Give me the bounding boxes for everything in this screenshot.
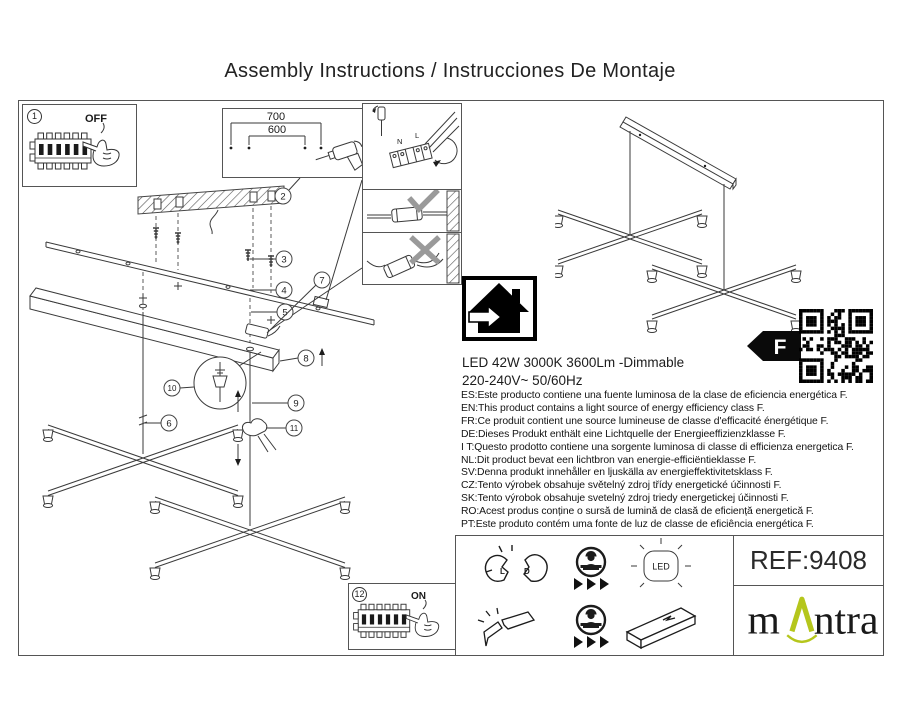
hand-icon [406, 613, 439, 636]
language-line-en: EN:This product contains a light source of energy efficiency class F. [461, 402, 765, 414]
drill-icon [314, 139, 367, 177]
live-label: L [415, 131, 420, 140]
technician-icon [577, 606, 605, 634]
neutral-label: N [397, 137, 403, 146]
svg-text:11: 11 [289, 424, 299, 433]
callout-5 [251, 304, 293, 320]
energy-class-arrow [746, 330, 802, 362]
step-1-panel [22, 104, 137, 187]
svg-text:4: 4 [281, 285, 287, 297]
step-1-number: 1 [27, 109, 42, 124]
step-12-number: 12 [352, 587, 367, 602]
breaker-icon [354, 604, 410, 637]
page-title: Assembly Instructions / Instrucciones De Montaje [224, 60, 676, 82]
callout-8 [280, 348, 325, 366]
check-icon [411, 192, 436, 209]
forward-arrows-icon [574, 636, 609, 648]
svg-text:8: 8 [303, 353, 309, 365]
svg-text:2: 2 [280, 191, 286, 203]
svg-text:6: 6 [166, 418, 172, 430]
callout-10 [164, 380, 194, 396]
svg-text:L: L [500, 567, 505, 576]
broken-driver-icon [478, 608, 534, 646]
brand-right: ntra [813, 596, 878, 643]
broken-led-icon [485, 545, 547, 581]
language-line-sv: SV:Denna produkt innehåller en ljuskälla av energieffektivitetsklass F. [461, 467, 773, 479]
leader-to-wiring-panel [326, 180, 362, 300]
product-specs [462, 354, 684, 390]
dimension-box [222, 108, 368, 178]
language-line-ro: RO:Acest produs conține o sursă de lumină de clasă de eficiență energetică F. [461, 506, 814, 518]
cross-panel [362, 232, 462, 285]
ceiling-drawing [138, 186, 284, 234]
on-label: ON [411, 591, 426, 602]
spec-power: LED 42W 3000K 3600Lm -Dimmable [462, 355, 685, 370]
service-icons-panel [455, 535, 734, 656]
dimension-700: 700 [266, 111, 286, 123]
callout-11 [266, 420, 302, 436]
qr-code [799, 309, 873, 383]
breaker-icon [30, 133, 91, 169]
terminal-block-icon [390, 143, 432, 167]
screwdriver-icon [372, 106, 385, 136]
callout-2 [275, 178, 300, 204]
brand-logo [733, 585, 884, 656]
svg-text:10: 10 [167, 384, 177, 393]
callout-6 [145, 415, 177, 431]
language-line-de: DE:Dieses Produkt enthält eine Lichtquelle der Energieeffizienzklasse F. [461, 428, 786, 440]
step-12-panel [348, 583, 456, 650]
language-line-fr: FR:Ce produit contient une source lumineuse de classe d'efficacité énergétique F. [461, 415, 829, 427]
svg-text:9: 9 [293, 398, 299, 410]
ref-label: REF:9408 [749, 545, 868, 575]
forward-arrows-icon [574, 578, 609, 590]
svg-text:F: F [773, 336, 787, 359]
brand-arc-icon [787, 635, 816, 642]
svg-text:LED: LED [652, 561, 670, 572]
energy-house-icon [462, 276, 537, 341]
callout-9 [252, 395, 304, 411]
language-line-sk: SK:Tento výrobok obsahuje svetelný zdroj triedy energetickej účinnosti F. [461, 493, 789, 505]
technician-icon [577, 548, 605, 576]
language-line-cz: CZ:Tento výrobek obsahuje světelný zdroj třídy energetické účinnosti F. [461, 480, 782, 492]
svg-text:5: 5 [282, 307, 288, 319]
off-label: OFF [85, 113, 107, 125]
svg-text:3: 3 [281, 254, 287, 266]
ref-box [733, 535, 884, 586]
led-icon [631, 538, 691, 587]
svg-text:7: 7 [319, 275, 325, 287]
dimension-600: 600 [267, 124, 287, 136]
cross-icon [413, 239, 437, 261]
brand-left: m [746, 596, 780, 643]
language-line-pt: PT:Este produto contém uma fonte de luz de classe de eficiência energética F. [461, 519, 814, 531]
language-line-es: ES:Este producto contiene una fuente luminosa de la clase de eficiencia energética F. [461, 390, 848, 401]
energy-language-block [461, 390, 883, 532]
canopy-drawing [30, 288, 280, 371]
language-line-nl: NL:Dit product bevat een lichtbron van energie-efficiëntieklasse F. [461, 454, 757, 466]
language-line-it: I T:Questo prodotto contiene una sorgente luminosa di classe di efficienza energetica F. [461, 441, 854, 453]
brand-caret-icon [791, 599, 811, 631]
driver-icon [627, 608, 695, 648]
spec-voltage: 220-240V~ 50/60Hz [462, 373, 583, 388]
svg-text:D: D [524, 567, 530, 576]
wiring-panel [362, 103, 462, 190]
check-panel [362, 189, 462, 233]
